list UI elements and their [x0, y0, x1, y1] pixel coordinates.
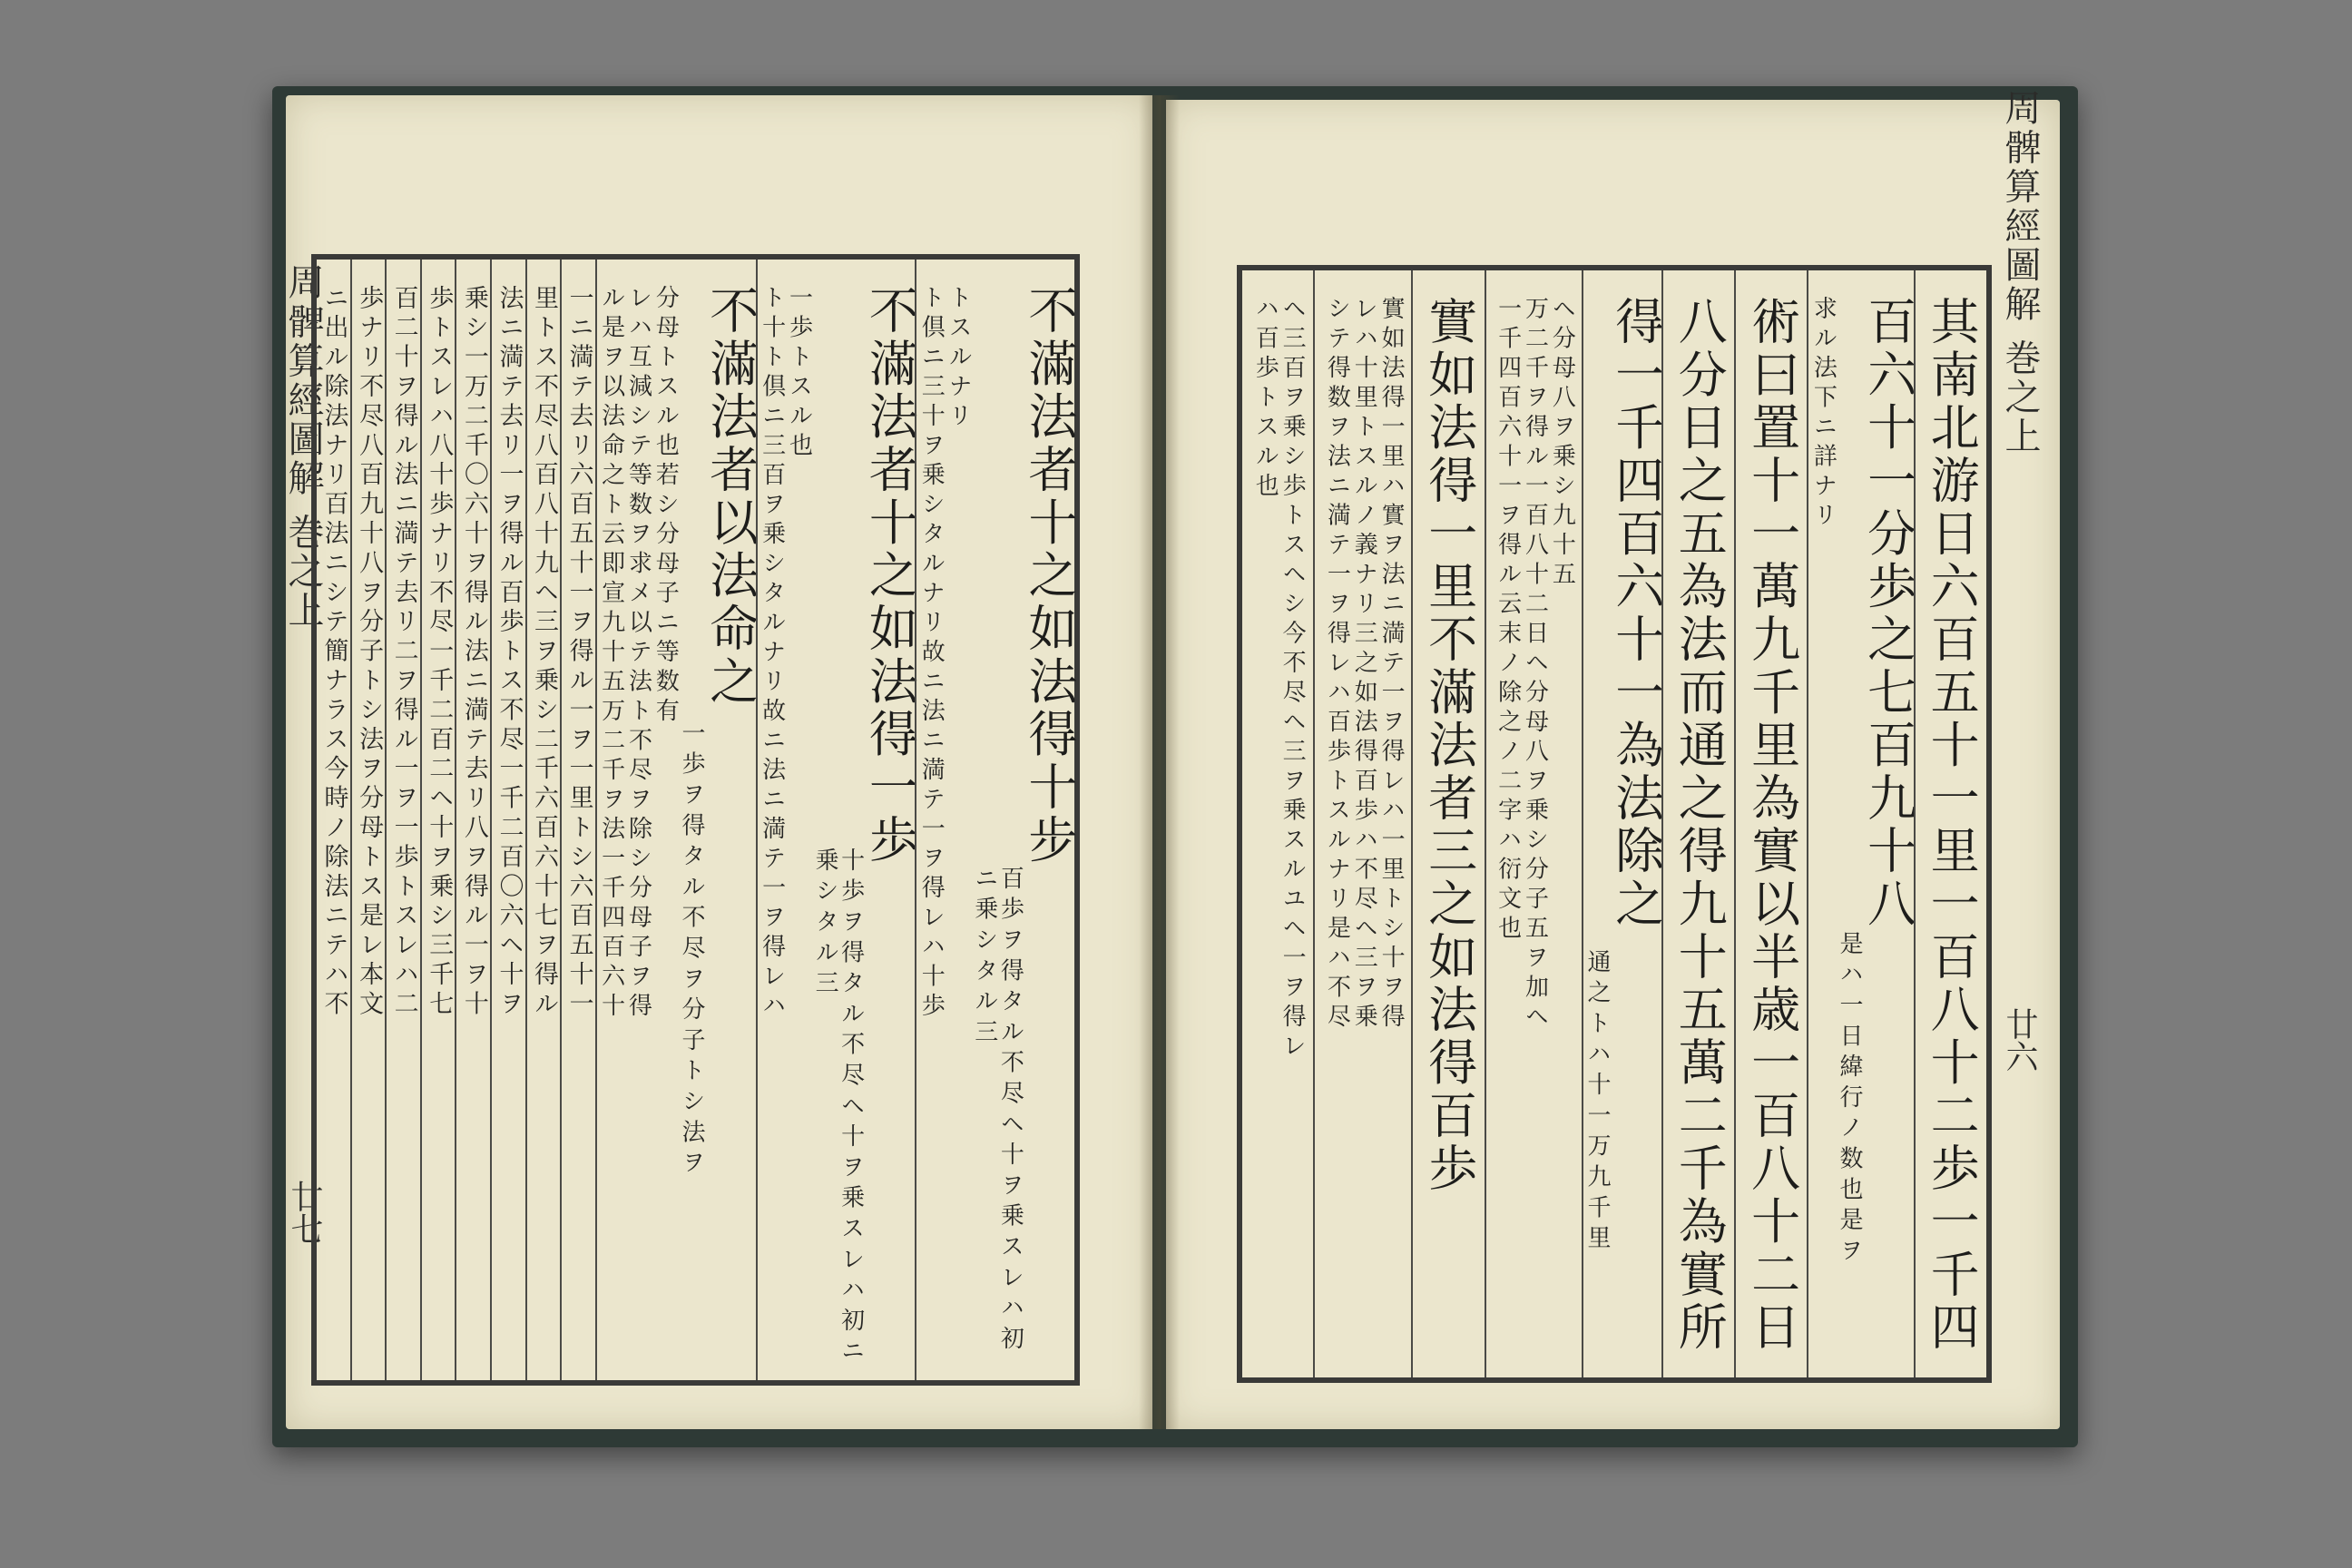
annotation: 通之トハ十一万九千里 [1583, 949, 1612, 1256]
annotation: 百歩ヲ得タル不尽ヘ十ヲ乗スレハ初ニ乗シタル三 [970, 866, 1024, 1357]
annotation: 万二千ヲ得ル一百八十二日ヘ分母八ヲ乗シ分子五ヲ加ヘ [1521, 296, 1549, 1034]
text-column [1661, 270, 1734, 1377]
text-column [1242, 270, 1313, 1377]
main-text: 不滿法者以法命之 [701, 285, 760, 709]
text-column [1485, 270, 1583, 1377]
main-text: 實如法得一里不滿法者三之如法得百歩 [1420, 296, 1478, 1196]
commentary-text: 歩トスレハ八十歩ナリ不尽一千二百二ヘ十ヲ乗シ三千七 [425, 285, 454, 1020]
text-column [490, 260, 525, 1380]
main-text: 八分日之五為法而通之得九十五萬二千為實所 [1671, 296, 1729, 1355]
text-column [317, 260, 350, 1380]
commentary-text: ニ出ル除法ナリ百法ニシテ簡ナラス今時ノ除法ニテハ不 [319, 285, 348, 1020]
text-column [595, 260, 760, 1380]
right-folio: 廿六 [2001, 1007, 2038, 1073]
main-text: 術曰置十一萬九千里為實以半歳一百八十二日 [1743, 296, 1801, 1355]
annotation: ト倶ニ三十ヲ乗シタルナリ故ニ法ニ満テ一ヲ得レハ十歩 [917, 285, 946, 1023]
text-column [1914, 270, 1986, 1377]
commentary-text: 歩ナリ不尽八百九十八ヲ分子トシ法ヲ分母トス是レ本文 [355, 285, 384, 1020]
commentary-text: 法ニ満テ去リ一ヲ得ル百歩トス不尽一千二百〇六ヘ十ヲ [495, 285, 524, 1020]
annotation: ル是ヲ以法命之ト云即宣九十五万二千ヲ法一千四百六十 [597, 285, 625, 1023]
right-text-frame [1237, 265, 1992, 1383]
text-column [1734, 270, 1807, 1377]
left-folio: 廿七 [286, 1180, 323, 1245]
commentary-text: 乗シ一万二千〇六十ヲ得ル法ニ満テ去リ八ヲ得ル一ヲ十 [459, 285, 488, 1021]
text-column [350, 260, 386, 1380]
text-column [1411, 270, 1484, 1377]
annotation: 一歩ヲ得タル不尽ヲ分子トシ法ヲ [678, 720, 705, 1181]
annotation: ヘ分母八ヲ乗シ九十五 [1548, 296, 1576, 591]
text-column [420, 260, 456, 1380]
annotation: ハ百歩トスル也 [1251, 296, 1279, 503]
annotation: 求ル法下ニ詳ナリ [1809, 296, 1838, 532]
annotation: 一歩トスル也 [785, 285, 813, 462]
main-text: 不滿法者十之如法得十步 [1021, 285, 1078, 867]
text-column [1807, 270, 1917, 1377]
annotation: レハ互減シテ等数ヲ求メ以テ法ト不尽ヲ除シ分母子ヲ得 [624, 285, 652, 1023]
main-text: 百六十一分歩之七百九十八 [1859, 296, 1917, 931]
annotation: 實如法得一里ハ實ヲ法ニ満テ一ヲ得レハ一里トシ十ヲ得 [1377, 296, 1406, 1034]
text-column [756, 260, 919, 1380]
commentary-text: 百二十ヲ得ル法ニ満テ去リ二ヲ得ル一ヲ一歩トスレハ二 [389, 285, 418, 1020]
text-column [455, 260, 490, 1380]
text-column [1313, 270, 1411, 1377]
left-margin-title: 周髀算經圖解 巻之上 [282, 263, 324, 631]
annotation: ヘ三百ヲ乗シ歩トスヘシ今不尽ヘ三ヲ乗スルユヘ一ヲ得レ [1279, 296, 1307, 1063]
text-column [560, 260, 595, 1380]
text-column [915, 260, 1078, 1380]
annotation: 分母トスル也若シ分母子ニ等数有 [652, 285, 680, 728]
main-text: 其南北游日六百五十一里一百八十二歩一千四 [1923, 296, 1981, 1355]
text-column [1582, 270, 1665, 1377]
annotation: 十歩ヲ得タル不尽ヘ十ヲ乗スレハ初ニ乗シタル三 [811, 848, 865, 1369]
left-text-frame [311, 254, 1080, 1386]
annotation: シテ得数ヲ法ニ満テ一ヲ得レハ百歩トスルナリ是ハ不尽 [1323, 296, 1351, 1034]
annotation: 一千四百六十一ヲ得ル云末ノ除之ノ二字ハ衍文也 [1494, 296, 1522, 945]
right-margin-title: 周髀算經圖解 巻之上 [1999, 89, 2041, 456]
annotation: レハ十里トスルノ義ナリ三之如法得百歩ハ不尽ヘ三ヲ乗 [1350, 296, 1378, 1034]
book-gutter [1139, 95, 1180, 1429]
commentary-text: 里トス不尽八百八十九ヘ三ヲ乗シ二千六百六十七ヲ得ル [530, 285, 559, 1020]
main-text: 不滿法者十之如法得一歩 [861, 285, 919, 867]
annotation: トスルナリ [945, 285, 973, 433]
annotation: ト十ト倶ニ三百ヲ乗シタルナリ故ニ法ニ満テ一ヲ得レハ [758, 285, 786, 1023]
text-column [525, 260, 561, 1380]
commentary-text: 一ニ満テ去リ六百五十一ヲ得ル一ヲ一里トシ六百五十一 [564, 285, 593, 1020]
text-column [385, 260, 420, 1380]
main-text: 得一千四百六十一為法除之 [1607, 296, 1665, 931]
annotation: 是ハ一日緯行ノ数也是ヲ [1835, 931, 1863, 1269]
